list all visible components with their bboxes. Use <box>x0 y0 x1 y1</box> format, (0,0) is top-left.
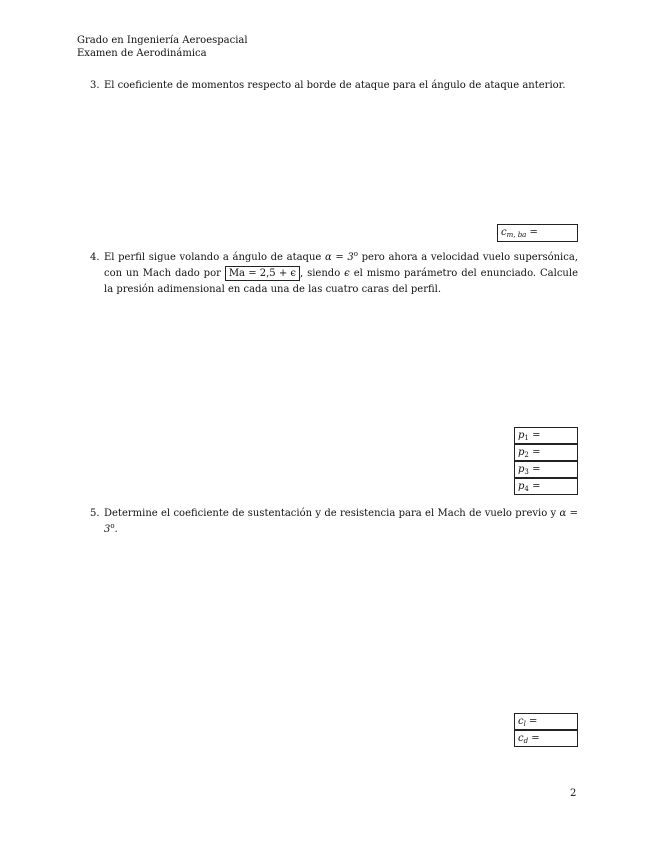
question-text: El perfil sigue volando a ángulo de ataque $\alpha = 3^o$ pero ahora a velocidad vuelo supersónica, con un Mach dado por Ma = 2,5 + ϵ , siendo ϵ el mismo parámetro del enunciado. Calcule la presión adimensional en cada una de las cuatro caras del perfil. <box>104 250 578 295</box>
question-3 <box>90 78 578 94</box>
alpha-expression: α = 3 <box>324 252 354 263</box>
page-number: 2 <box>570 788 577 799</box>
degree-title: Grado en Ingeniería Aeroespacial <box>77 35 248 46</box>
question-number: 3. <box>90 80 100 91</box>
answer-box-p3[interactable]: $p_3$ = <box>514 461 578 478</box>
answer-box-cd[interactable]: $c_d$ = <box>514 730 578 747</box>
answer-box-cl[interactable]: $c_l$ = <box>514 713 578 730</box>
answer-box-p2[interactable]: $p_2$ = <box>514 444 578 461</box>
mach-formula-box: Ma = 2,5 + ϵ <box>225 266 300 281</box>
question-text: El coeficiente de momentos respecto al borde de ataque para el ángulo de ataque anterior. <box>104 80 566 91</box>
question-number: 5. <box>90 508 100 519</box>
exam-title: Examen de Aerodinámica <box>77 48 207 59</box>
document-header <box>77 34 248 60</box>
question-number: 4. <box>90 252 100 263</box>
alpha-expression: α = 3 <box>104 508 579 535</box>
answer-box-p4[interactable]: $p_4$ = <box>514 478 578 495</box>
answer-box-p1[interactable]: $p_1$ = <box>514 427 578 444</box>
question-text: Determine el coeficiente de sustentación y de resistencia para el Mach de vuelo previo y $\alpha = 3^o$. <box>104 508 579 535</box>
question-4 <box>90 250 578 298</box>
answer-box-cm-ba[interactable]: $c_{m, ba}$ = <box>497 224 578 242</box>
question-5 <box>90 506 578 538</box>
